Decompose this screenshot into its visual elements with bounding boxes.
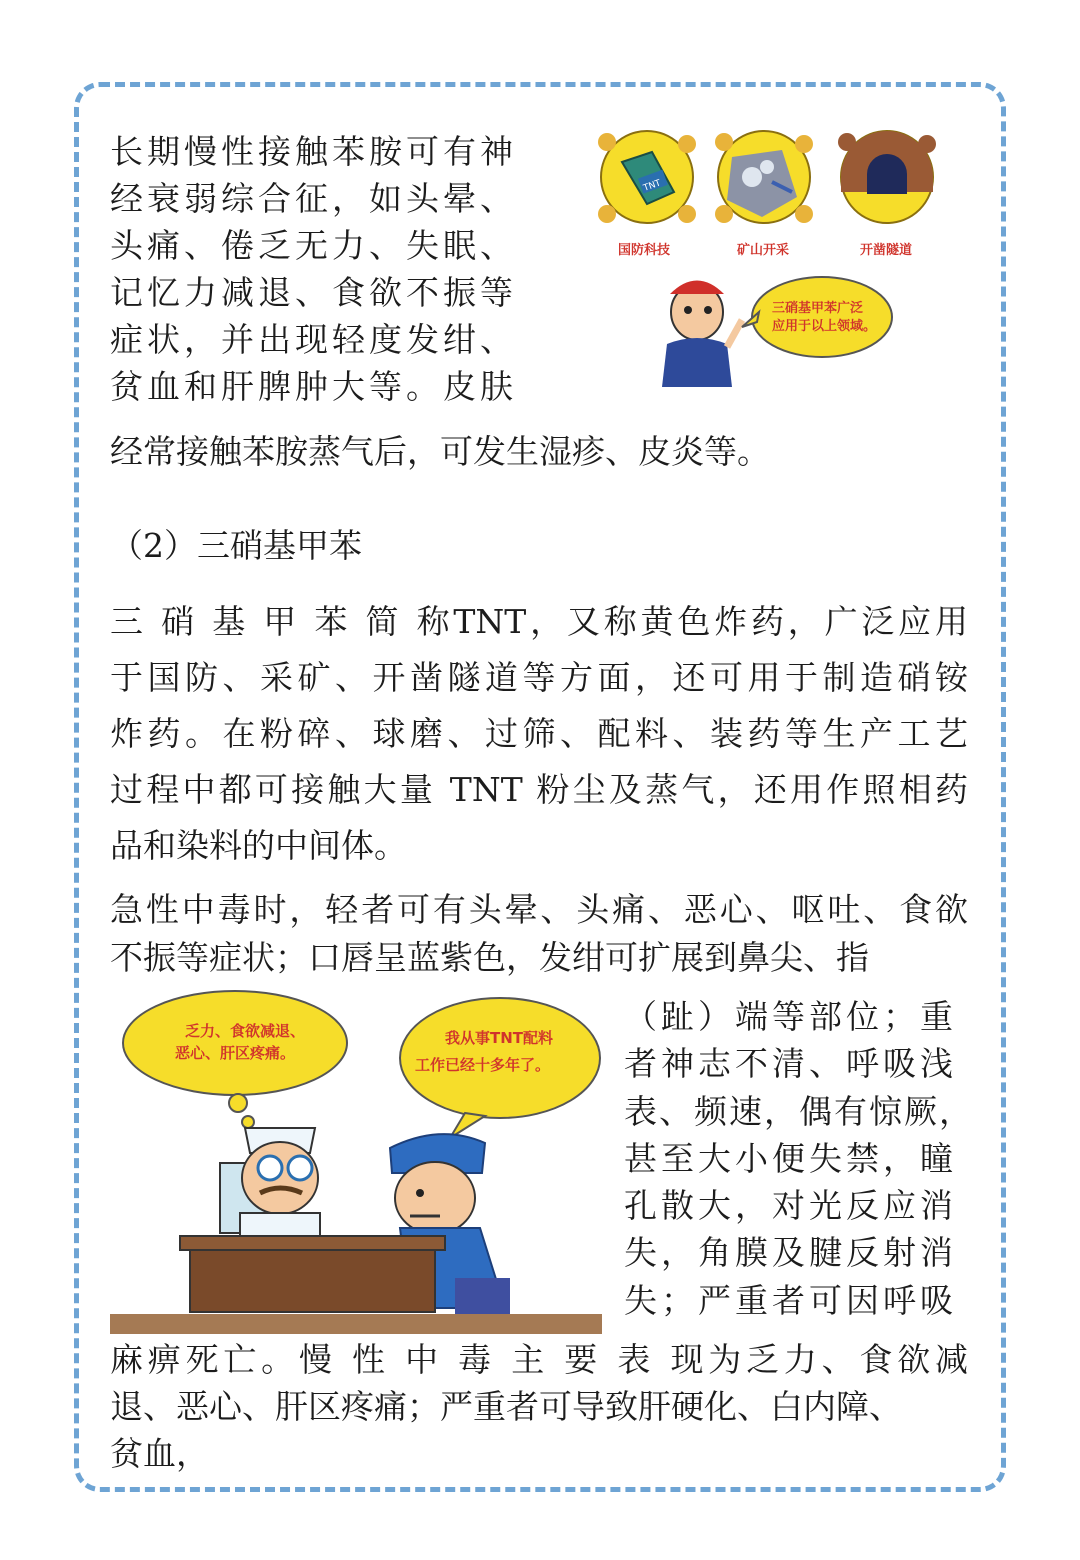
svg-text:恶心、肝区疼痛。: 恶心、肝区疼痛。 [175, 1044, 296, 1062]
paragraph-line: 品和染料的中间体。 [110, 826, 407, 865]
svg-text:乏力、食欲减退、: 乏力、食欲减退、 [185, 1022, 306, 1040]
intro-paragraph [110, 128, 517, 410]
paragraph-line: 表、频速，偶有惊厥， [624, 1091, 974, 1131]
doctor-worker-illustration [110, 988, 602, 1334]
paragraph-line: 退、恶心、肝区疼痛；严重者可导致肝硬化、白内障、 [110, 1387, 902, 1426]
paragraph-line: 过程中都可接触大量 TNT 粉尘及蒸气，还用作照相药 [110, 770, 968, 809]
caption-tunnel: 开凿隧道 [860, 243, 913, 258]
paragraph-line: 于国防、采矿、开凿隧道等方面，还可用于制造硝铵 [110, 658, 968, 697]
intro-continuation: 经常接触苯胺蒸气后，可发生湿疹、皮炎等。 [110, 432, 770, 471]
svg-text:三硝基甲苯广泛: 三硝基甲苯广泛 [772, 301, 864, 316]
svg-text:我从事TNT配料: 我从事TNT配料 [445, 1029, 554, 1047]
tnt-description-paragraph [110, 594, 968, 874]
tnt-applications-illustration [592, 122, 952, 392]
paragraph-line: 甚至大小便失禁，瞳 [624, 1138, 957, 1178]
intro-line: 头痛、倦乏无力、失眠、 [110, 226, 517, 265]
speech-bubble [742, 277, 892, 357]
paragraph-line: 炸药。在粉碎、球磨、过筛、配料、装药等生产工艺 [110, 714, 968, 753]
paragraph-line: 麻痹死亡。慢 性 中 毒 主 要 表 现为乏力、食欲减 [110, 1340, 968, 1379]
doctor-thought-bubble [123, 991, 347, 1128]
tunnel-icon [838, 131, 936, 223]
svg-text:应用于以上领域。: 应用于以上领域。 [772, 319, 877, 334]
intro-line: 症状，并出现轻度发绀、 [110, 320, 517, 359]
paragraph-line: 三 硝 基 甲 苯 简 称TNT，又称黄色炸药，广泛应用 [110, 602, 968, 641]
mining-icon [715, 131, 813, 223]
paragraph-line: 者神志不清、呼吸浅 [624, 1044, 957, 1084]
paragraph-line: 失；严重者可因呼吸 [624, 1280, 957, 1320]
paragraph-line: （趾）端等部位；重 [624, 997, 957, 1036]
svg-text:TNT: TNT [642, 178, 663, 194]
svg-text:工作已经十多年了。: 工作已经十多年了。 [415, 1056, 551, 1074]
intro-line: 经衰弱综合征，如头晕、 [110, 179, 517, 218]
acute-symptoms-wrapped [624, 993, 974, 1324]
caption-mining: 矿山开采 [737, 243, 790, 258]
caption-defense: 国防科技 [618, 243, 671, 258]
acute-poisoning-paragraph [110, 886, 968, 982]
defense-icon [598, 131, 696, 223]
section-heading: （2）三硝基甲苯 [110, 526, 362, 565]
intro-line: 记忆力减退、食欲不振等 [110, 273, 517, 312]
desk-icon [110, 1236, 602, 1334]
worker-figure-icon [662, 281, 742, 388]
paragraph-line: 急性中毒时，轻者可有头晕、头痛、恶心、呕吐、食欲 [110, 890, 968, 929]
paragraph-line: 贫血， [110, 1434, 209, 1473]
doctor-figure-icon [220, 1128, 320, 1253]
intro-line: 贫血和肝脾肿大等。皮肤 [110, 367, 517, 406]
chronic-poisoning-paragraph [110, 1336, 968, 1477]
paragraph-line: 失，角膜及腱反射消 [624, 1233, 957, 1273]
paragraph-line: 孔散大，对光反应消 [624, 1186, 957, 1226]
intro-line: 长期慢性接触苯胺可有神 [110, 132, 517, 171]
worker-speech-bubble [400, 998, 600, 1138]
paragraph-line: 不振等症状；口唇呈蓝紫色，发绀可扩展到鼻尖、指 [110, 938, 869, 977]
